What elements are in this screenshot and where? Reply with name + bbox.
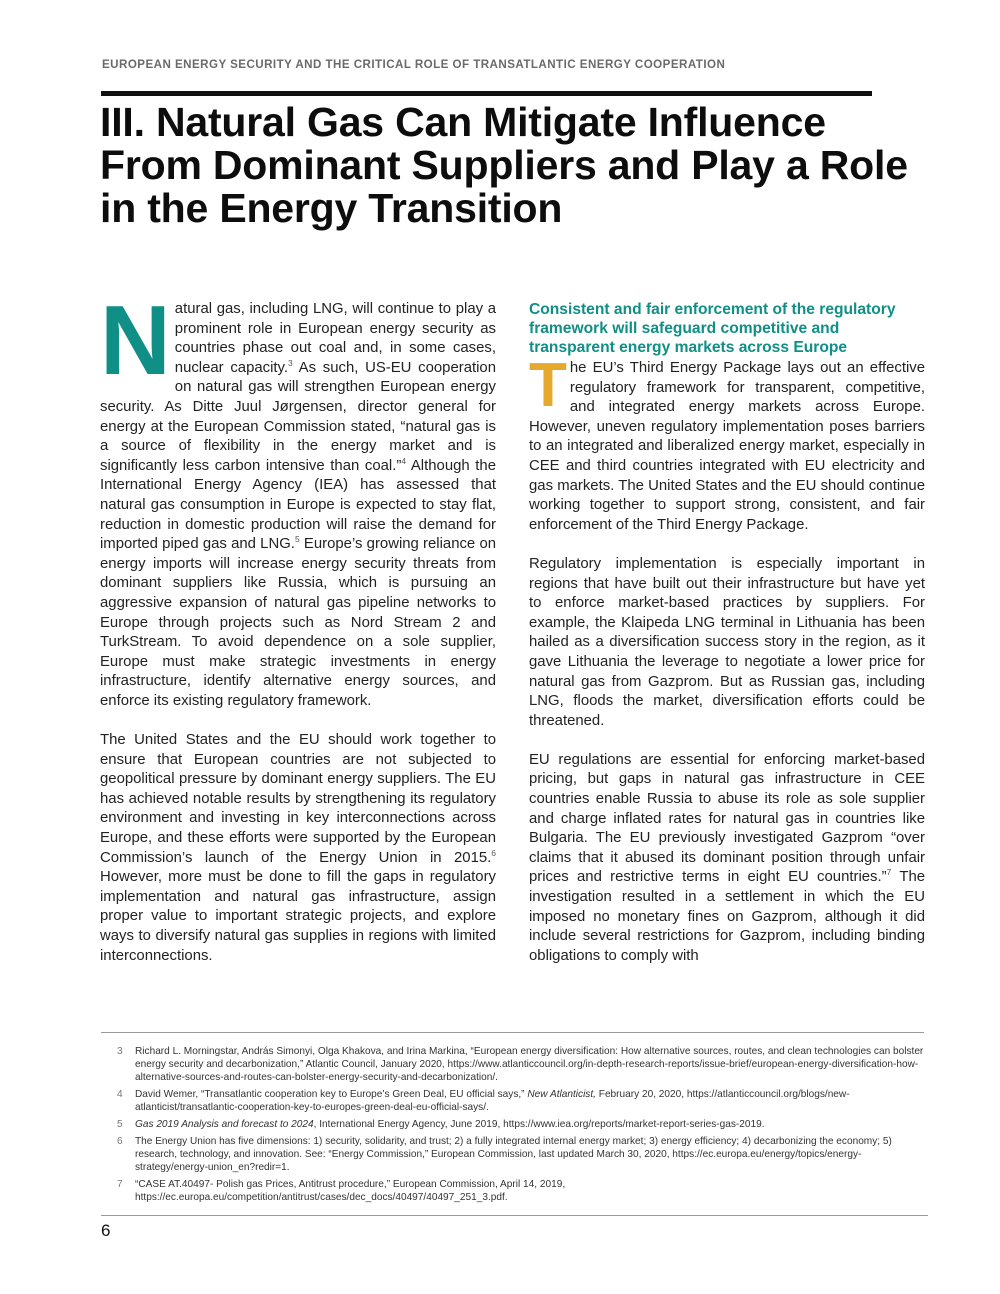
text-span: The United States and the EU should work together to ensure that European countries are not subjected to geopolitical pressure by dominant energy suppliers. The EU has achieved notable results by strengthening its regulatory environment and investing in key interconnections across Europe, and these efforts were supported by the European Commission’s launch of the Energy Union in 2015. [100, 732, 496, 866]
right-column [529, 300, 925, 986]
text-span: Europe’s growing reliance on energy imports will increase energy security threats from dominant suppliers like Russia, which is pursuing an aggressive expansion of natural gas pipeline networks to Europe through projects such as Nord Stream 2 and TurkStream. To avoid dependence on a sole supplier, Europe must make strategic investments in energy infrastructure, identify alternative energy sources, and enforce its existing regulatory framework. [100, 536, 497, 709]
footnote-text: David Wemer, “Transatlantic cooperation key to Europe’s Green Deal, EU official says,” [135, 1089, 528, 1100]
page-number: 6 [101, 1221, 111, 1240]
footnote-text: February 20, 2020, https://atlanticcouncil.org/blogs/new-atlanticist/transatlantic-cooperation-key-to-europes-green-deal-eu-official-says/. [135, 1089, 850, 1113]
footnote-rule [101, 1032, 924, 1033]
footnote-number: 7 [117, 1179, 123, 1190]
running-head: EUROPEAN ENERGY SECURITY AND THE CRITICAL ROLE OF TRANSATLANTIC ENERGY COOPERATION [102, 58, 726, 71]
text-span: The investigation resulted in a settlement in which the EU imposed no monetary fines on Gazprom, although it did include several restrictions for Gazprom, including binding obligations to comply with [529, 869, 926, 964]
footnotes [117, 1045, 925, 1208]
footnote-text: The Energy Union has five dimensions: 1) security, solidarity, and trust; 2) a fully integrated internal energy market; 3) energy efficiency; 4) decarbonizing the economy; 5) research, technology, and innovation. See: “Energy Commission,” European Commission, last updated March 30, 2020, https://ec.europa.eu/energy/topics/energy-strategy/energy-union_en?redir=1. [135, 1136, 892, 1173]
footnote-ref: 7 [886, 867, 892, 878]
footnote-number: 3 [117, 1046, 123, 1057]
footnote-item [117, 1088, 925, 1114]
footnote-text: Richard L. Morningstar, András Simonyi, Olga Khakova, and Irina Markina, “European energy diversification: How alternative sources, routes, and clean technologies can bolster energy security and decarbonization,” Atlantic Council, January 2020, https://www.atlanticcouncil.org/in-depth-research-reports/issue-brief/european-energy-diversification-how-alternative-sources-and-routes-can-bolster-energy-security-and-decarbonization/. [135, 1046, 924, 1083]
footnote-italic: Gas 2019 Analysis and forecast to 2024 [135, 1119, 314, 1130]
footnote-number: 4 [117, 1089, 123, 1100]
text-span: However, more must be done to fill the gaps in regulatory implementation and natural gas infrastructure, assign proper value to important strategic projects, and explore ways to diversify natural gas supplies in regions with limited interconnections. [100, 869, 496, 964]
text-span: EU regulations are essential for enforcing market-based pricing, but gaps in natural gas infrastructure in CEE countries enable Russia to abuse its role as sole supplier and charge inflated rates for natural gas in countries like Bulgaria. The EU previously investigated Gazprom “over claims that it abused its dominant position through unfair prices and restrictive terms in eight EU countries.” [529, 751, 925, 886]
left-paragraph-2 [100, 731, 496, 966]
text-span: Although the International Energy Agency (IEA) has assessed that natural gas consumption in Europe is expected to stay flat, reduction in domestic production will raise the demand for imported piped gas and LNG. [100, 457, 496, 553]
text-span: As such, US-EU cooperation on natural gas will strengthen European energy security. As Ditte Juul Jørgensen, director general for energy at the European Commission stated, “natural gas is a source of flexibility in the energy market and is significantly less carbon intensive than coal.” [100, 359, 496, 474]
footnote-text: “CASE AT.40497- Polish gas Prices, Antitrust procedure,” European Commission, April 14, 2019, https://ec.europa.eu/competition/antitrust/cases/dec_docs/40497/40497_251_3.pdf. [135, 1179, 566, 1203]
right-paragraph-3 [529, 751, 925, 967]
footnote-number: 6 [117, 1136, 123, 1147]
footnote-ref: 4 [401, 455, 407, 466]
dropcap-n: N [100, 285, 171, 395]
footnote-item [117, 1045, 925, 1084]
page-rule [101, 1215, 928, 1216]
text-span: he EU’s Third Energy Package lays out an effective regulatory framework for transparent, competitive, and integrated energy markets across Europe. However, uneven regulatory implementation poses barriers to an integrated and liberalized energy market, especially in CEE and third countries integrated with EU electricity and gas markets. The United States and the EU should continue working together to support strong, consistent, and fair enforcement of the Third Energy Package. [529, 360, 925, 533]
dropcap-t: T [529, 351, 567, 420]
right-paragraph-1 [529, 351, 925, 535]
left-column [100, 285, 497, 986]
section-subhead: Consistent and fair enforcement of the regulatory framework will safeguard competitive and transparent energy markets across Europe [529, 301, 896, 356]
left-paragraph-1 [100, 285, 497, 711]
footnote-item [117, 1118, 925, 1131]
footnote-item [117, 1135, 925, 1174]
footnote-ref: 5 [294, 534, 300, 545]
footnote-ref: 6 [491, 847, 496, 858]
footnote-italic: New Atlanticist, [527, 1089, 596, 1100]
right-paragraph-2: Regulatory implementation is especially important in regions that have built out their infrastructure but have yet to enforce market-based practices by suppliers. For example, the Klaipeda LNG terminal in Lithuania has been hailed as a diversification success story in the region, as it gave Lithuania the leverage to negotiate a lower price for natural gas from Gazprom. But as Russian gas, including LNG, floods the market, diversification efforts could be threatened. [529, 555, 925, 729]
footnote-text: , International Energy Agency, June 2019, https://www.iea.org/reports/market-report-series-gas-2019. [313, 1119, 765, 1130]
footnote-ref: 3 [288, 357, 293, 368]
text-span: atural gas, including LNG, will continue to play a prominent role in European energy security as countries phase out coal and, in some cases, nuclear capacity. [174, 301, 496, 376]
footnote-number: 5 [117, 1119, 123, 1130]
title-rule [101, 91, 872, 96]
footnote-item [117, 1178, 925, 1204]
page-title: III. Natural Gas Can Mitigate Influence From Dominant Suppliers and Play a Role in the Energy Transition [100, 99, 908, 231]
